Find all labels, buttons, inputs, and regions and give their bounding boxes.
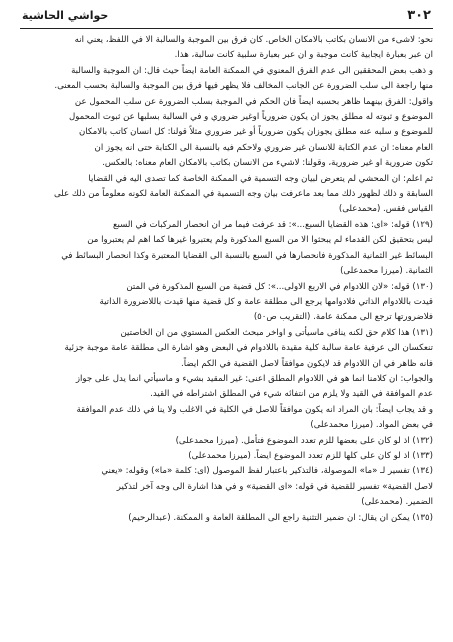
text-line: واقول: الفرق بينهما ظاهر بحسبه ايضاً فان الحكم في الموجبة بسلب الضرورة عن سلب المحمول عن xyxy=(74,96,433,107)
page-header xyxy=(20,8,433,29)
text-line: و ذهب بعض المحققين الى عدم الفرق المعنوي في الممكنة العامة ايضاً حيث قال: ان الموجبة والسالبة xyxy=(71,65,433,76)
text-line: السابقة و ذلك لظهور ذلك مما بعد ماعرفت بيان وجه التسمية في الممكنة العامة لكونه معلوماً من ذلك على xyxy=(53,189,433,200)
text-line: (١٣٤) تفسير لـ «ما» الموصولة، فالتذكير باعتبار لفظ الموصول (اى: كلمة «ما») وقوله: «يعني xyxy=(101,466,433,477)
text-line: البسائط غير الثمانية المذكورة فانحصارها في السبع بالنسبة الى القضايا المعتبرة وكذا انحصار البسائط في xyxy=(61,250,433,261)
text-line: العام معناه: ان عدم الكتابة للانسان غير ضروري ولاحكم فيه بالنسبة الى الكتابة حتى انه يجوز ان xyxy=(94,142,433,153)
text-line: الموضوع و ثبوته له مطلق يجوز ان يكون ضرورياً اوغير ضروري و في السالبة بسلبها عن ثبوت المحمول xyxy=(68,112,433,123)
paragraph xyxy=(20,372,433,403)
page-body xyxy=(20,33,433,526)
text-line: القياس فقس. (محمدعلى) xyxy=(338,204,433,215)
paragraph xyxy=(20,464,433,510)
text-line: الثمانية. (ميرزا محمدعلى) xyxy=(340,266,433,277)
text-line: عدم الموافقة في القيد ولا يلزم من انتفائه شيء في المطلق اشتراطه في القيد. xyxy=(150,389,433,400)
text-line: منها راجعة الى سلب الضرورة عن الجانب المخالف فلا يظهر فيها فرق بين الموجبة والسالبة بحسب المعنى. xyxy=(54,81,433,92)
paragraph xyxy=(20,511,433,526)
text-line: الضمير. (محمدعلى) xyxy=(361,497,433,508)
text-line: (١٣١) هذا كلام حق لكنه ينافى ماسيأتى و اواخر مبحث العكس المستوي من ان الخاصتين xyxy=(120,327,433,338)
text-line: لاصل القضية» تفسير للقضية في قوله: «اى القضية» و في هذا اشارة الى وجه آخر لتذكير xyxy=(116,481,433,492)
paragraph xyxy=(20,326,433,372)
text-line: (١٢٩) قوله: «اى: هذه القضايا السبع...»: قد عرفت فيما مر ان انحصار المركبات في السبع xyxy=(112,219,433,230)
text-line: للموضوع و سلبه عنه مطلق يجوزان يكون ضرورياً أو غير ضروري مثلاً قولنا: كل انسان كاتب بالامكان xyxy=(78,127,433,138)
page-number: ٣٠٢ xyxy=(407,8,431,23)
text-line: (١٣٥) يمكن ان يقال: ان ضمير التثنية راجع الى المطلقة العامة و الممكنة. (عبدالرحيم) xyxy=(128,512,433,523)
text-line: ثم اعلم: ان المحشي لم يتعرض لبيان وجه التسمية في الممكنة الخاصة كما تصدى اليه في القضايا xyxy=(88,173,433,184)
text-line: فانه ظاهر في ان اللادوام قد لايكون موافقاً لاصل القضية في الكم ايضاً. xyxy=(181,358,433,369)
paragraph xyxy=(20,33,433,172)
text-line: ان عبر بعبارة ايجابية كانت موجبة و ان عبر بعبارة سلبية كانت سالبة، هذا. xyxy=(174,50,433,61)
paragraph xyxy=(20,434,433,449)
text-line: (١٣٣) اذ لو كان على كلها للزم تعدد الموضوع ايضاً. (ميرزا محمدعلى) xyxy=(188,450,433,461)
text-line: (١٣٢) اذ لو كان على بعضها للزم تعدد الموضوع فتأمل. (ميرزا محمدعلى) xyxy=(175,435,433,446)
text-line: فلاضرورتها ترجع الى ممكنة عامة. (التقريب ص٥٠) xyxy=(253,312,433,323)
text-line: والجواب: ان كلامنا انما هو في اللادوام المطلق اعنى: غير المقيد بشيء و ماسيأتي انما يدل على جواز xyxy=(75,373,433,384)
paragraph xyxy=(20,172,433,218)
paragraph xyxy=(20,403,433,434)
paragraph xyxy=(20,449,433,464)
text-line: تكون ضرورية او غير ضرورية، وقولنا: لاشيء من الانسان بكاتب بالامكان العام معناه: بالعكس. xyxy=(102,158,433,169)
paragraph xyxy=(20,218,433,280)
text-line: و قد يجاب ايضاً: بان المراد انه يكون موافقاً للاصل في الكلية في الاغلب ولا ينا في ذلك عدم الموافقة xyxy=(76,404,433,415)
text-line: ليس بتحقيق لكن القدماء لم يبحثوا الا من السبع المذكورة ولم يعتبروا غيرها كما اهم لم يعتبروا من xyxy=(87,235,433,246)
text-line: نحو: لاشىء من الانسان بكاتب بالامكان الخاص. كان فرق بين الموجبة والسالبة الا في اللفظ، يعني انه xyxy=(74,35,433,45)
text-line: (١٣٠) قوله: «لان اللادوام في الاربع الاولى...»: كل قضية من السبع المذكورة في المتن xyxy=(126,281,433,292)
text-line: في بعض المواد. (ميرزا محمدعلى) xyxy=(310,420,433,431)
text-line: تنعكسان الى عرفية عامة سالبة كلية مقيدة باللادوام في البعض وهو اشارة الى مطلقة عامة موجبة جزئية xyxy=(64,343,433,354)
text-line: قيدت باللادوام الذاتي فلادوامها يرجع الى مطلقة عامة و كل قضية منها قيدت باللاضرورة الذاتية xyxy=(99,296,433,307)
running-title: حواشي الحاشية xyxy=(22,9,109,22)
paragraph xyxy=(20,280,433,326)
